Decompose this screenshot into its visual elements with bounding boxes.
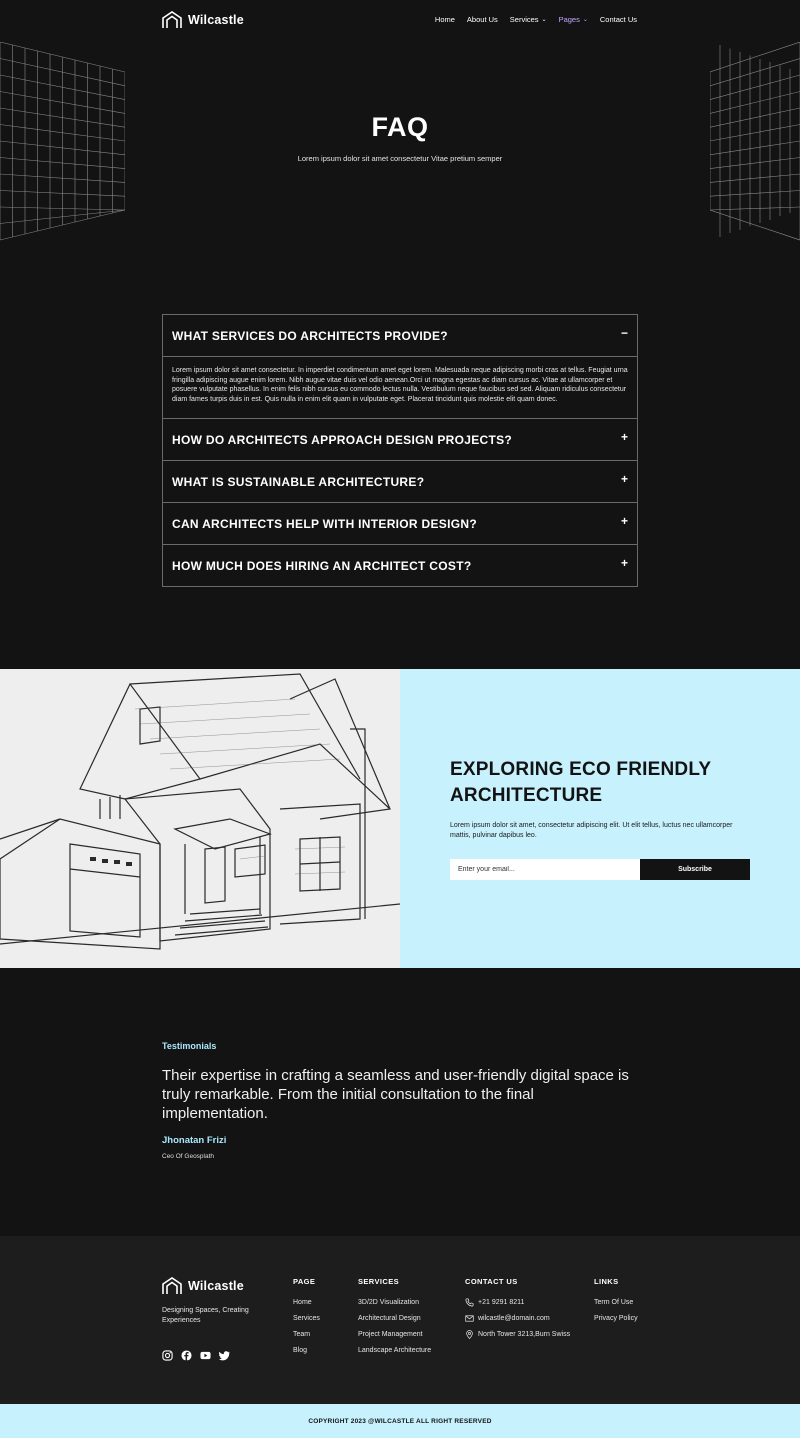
faq-item <box>163 503 637 545</box>
faq-answer: Lorem ipsum dolor sit amet consectetur. In imperdiet condimentum amet eget lorem. Malesuada neque adipiscing morbi cras at tellus. Feugiat urna fringilla adipiscing augue enim lorem. Nibh augue vitae duis vel odio aenean.Orci ut magna egestas ac diam cursus ac. Vitae at ullamcorper et posuere vulputate phasellus. In enim felis nibh cursus eu commodo lectus nulla. Vestibulum neque faucibus sed sed. Aliquam ridiculus consectetur diam fames turpis duis in est. Quis nulla in enim elit quam in vulputate eget. Placerat tincidunt quis molestie elit quam donec. <box>163 356 637 418</box>
contact-address <box>465 1330 570 1339</box>
faq-question: WHAT SERVICES DO ARCHITECTS PROVIDE? <box>172 328 448 343</box>
testimonial-quote: Their expertise in crafting a seamless and user-friendly digital space is truly remarkable. From the initial consultation to the final implementation. <box>162 1067 629 1122</box>
footer-heading-contact: CONTACT US <box>465 1277 518 1286</box>
nav-contact[interactable] <box>600 15 637 24</box>
contact-phone-text: +21 9291 8211 <box>478 1299 525 1306</box>
faq-item <box>163 545 637 586</box>
plus-icon: + <box>620 429 628 444</box>
chevron-down-icon: ⌄ <box>541 16 547 23</box>
minus-icon: − <box>620 325 628 340</box>
nav-contact-label: Contact Us <box>599 15 637 24</box>
social-links <box>162 1350 230 1361</box>
page-title: FAQ <box>371 112 429 142</box>
testimonial-author: Jhonatan Frizi <box>162 1135 227 1146</box>
footer-brand-name: Wilcastle <box>188 1279 244 1293</box>
newsletter-panel <box>400 669 800 968</box>
testimonial-role: Ceo Of Geosplath <box>162 1153 215 1160</box>
footer-heading-services: SERVICES <box>358 1277 399 1286</box>
faq-question-toggle[interactable] <box>163 315 637 356</box>
testimonials-label: Testimonials <box>162 1041 217 1051</box>
faq-item <box>163 315 637 419</box>
house-sketch-image <box>0 669 400 968</box>
house-logo-icon <box>162 1277 182 1295</box>
nav-pages-label: Pages <box>558 15 580 24</box>
nav-about[interactable] <box>467 15 498 24</box>
nav-home[interactable] <box>435 15 455 24</box>
nav-about-label: About Us <box>466 15 498 24</box>
contact-address-text: North Tower 3213,Burn Swiss <box>478 1331 571 1338</box>
email-input[interactable] <box>450 859 640 880</box>
footer-link[interactable]: Project Management <box>358 1331 423 1338</box>
faq-question: HOW MUCH DOES HIRING AN ARCHITECT COST? <box>172 558 472 573</box>
nav-pages[interactable] <box>559 15 588 24</box>
eco-newsletter-section <box>0 669 800 968</box>
site-header <box>0 0 800 42</box>
mail-icon <box>465 1314 474 1323</box>
youtube-icon[interactable] <box>200 1350 211 1361</box>
footer-logo[interactable] <box>162 1277 244 1295</box>
footer-col-page <box>293 1277 320 1362</box>
subscribe-button[interactable]: Subscribe <box>640 859 750 880</box>
instagram-icon[interactable] <box>162 1350 173 1361</box>
footer-link[interactable]: Services <box>293 1315 320 1322</box>
faq-item <box>163 419 637 461</box>
plus-icon: + <box>620 513 628 528</box>
page-subtitle: Lorem ipsum dolor sit amet consectetur Vitae pretium semper <box>297 154 503 163</box>
house-logo-icon <box>162 11 182 29</box>
footer-col-services <box>358 1277 431 1362</box>
footer-link[interactable]: Home <box>293 1299 312 1306</box>
footer-col-contact <box>465 1277 570 1346</box>
newsletter-description: Lorem ipsum dolor sit amet, consectetur adipiscing elit. Ut elit tellus, luctus nec ullamcorper mattis, pulvinar dapibus leo. <box>450 822 733 839</box>
newsletter-title: EXPLORING ECO FRIENDLY ARCHITECTURE <box>450 759 711 806</box>
phone-icon <box>465 1298 474 1307</box>
faq-question-toggle[interactable] <box>163 503 637 544</box>
footer-tagline: Designing Spaces, Creating Experiences <box>162 1307 249 1324</box>
nav-services-label: Services <box>509 15 539 24</box>
faq-item <box>163 461 637 503</box>
faq-question-toggle[interactable] <box>163 419 637 460</box>
testimonials-section <box>0 968 800 1236</box>
hero-section <box>0 42 800 282</box>
faq-question: HOW DO ARCHITECTS APPROACH DESIGN PROJECTS? <box>172 432 513 447</box>
footer-link[interactable]: Term Of Use <box>594 1299 634 1306</box>
contact-phone[interactable] <box>465 1298 570 1307</box>
copyright-bar: COPYRIGHT 2023 @WILCASTLE ALL RIGHT RESERVED <box>0 1404 800 1438</box>
location-pin-icon <box>465 1330 474 1339</box>
footer-link[interactable]: Team <box>293 1331 311 1338</box>
nav-home-label: Home <box>434 15 455 24</box>
footer-heading-links: LINKS <box>594 1277 619 1286</box>
facebook-icon[interactable] <box>181 1350 192 1361</box>
chevron-down-icon: ⌄ <box>582 16 588 23</box>
twitter-icon[interactable] <box>219 1350 230 1361</box>
brand-name: Wilcastle <box>188 13 244 27</box>
footer-link[interactable]: Architectural Design <box>358 1315 421 1322</box>
main-nav <box>435 15 637 24</box>
footer-heading-page: PAGE <box>293 1277 316 1286</box>
nav-services[interactable] <box>510 15 547 24</box>
faq-question-toggle[interactable] <box>163 545 637 586</box>
footer-link[interactable]: Privacy Policy <box>594 1315 638 1322</box>
plus-icon: + <box>620 471 628 486</box>
contact-email[interactable] <box>465 1314 570 1323</box>
house-sketch-icon <box>0 669 400 968</box>
faq-accordion <box>162 314 638 587</box>
site-footer <box>0 1236 800 1404</box>
contact-email-text: wilcastle@domain.com <box>478 1315 550 1322</box>
footer-link[interactable]: Landscape Architecture <box>358 1347 432 1354</box>
faq-question: CAN ARCHITECTS HELP WITH INTERIOR DESIGN? <box>172 516 477 531</box>
brand-logo[interactable] <box>162 11 244 29</box>
footer-col-links <box>594 1277 644 1330</box>
faq-question: WHAT IS SUSTAINABLE ARCHITECTURE? <box>172 474 425 489</box>
footer-link[interactable]: 3D/2D Visualization <box>358 1299 419 1306</box>
faq-question-toggle[interactable] <box>163 461 637 502</box>
footer-link[interactable]: Blog <box>293 1347 308 1354</box>
plus-icon: + <box>620 555 628 570</box>
